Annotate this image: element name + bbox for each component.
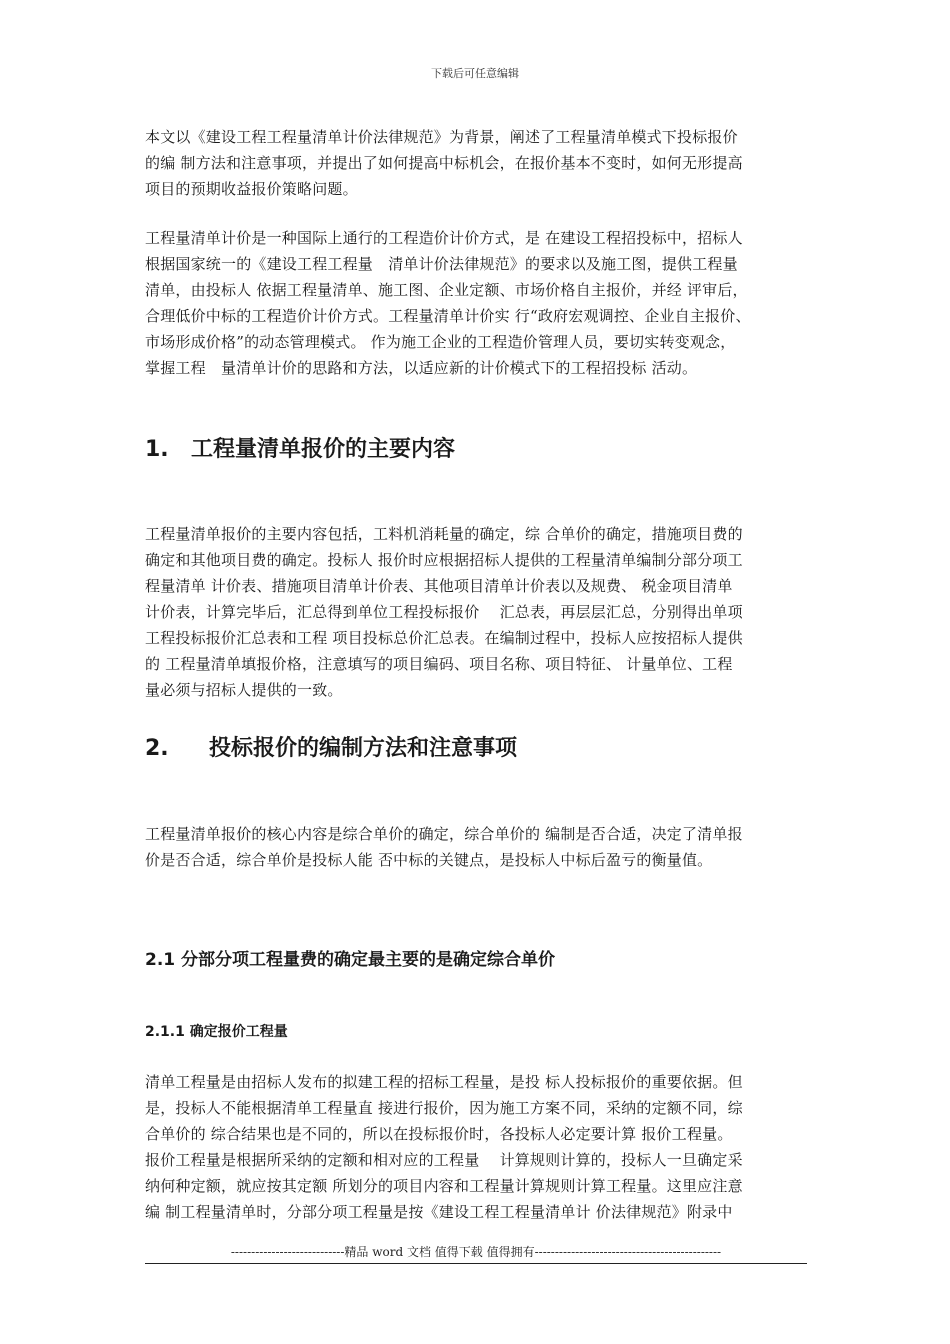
section-1-heading	[145, 432, 455, 463]
text-line: 根据国家统一的《建设工程工程量 清单计价法律规范》的要求以及施工图，提供工程量	[145, 255, 738, 273]
page-header: 下载后可任意编辑	[431, 67, 519, 80]
section-2-1-1-heading: 2.1.1 确定报价工程量	[145, 1024, 288, 1040]
section-1-body	[145, 521, 807, 703]
section-number: 2.	[145, 736, 169, 761]
section-2-1-1-body	[145, 1069, 807, 1225]
text-line: 编 制工程量清单时，分部分项工程量是按《建设工程工程量清单计 价法律规范》附录中	[145, 1203, 733, 1221]
text-line: 报价工程量是根据所采纳的定额和相对应的工程量 计算规则计算的，投标人一旦确定采	[145, 1151, 743, 1169]
text-line: 计价表，计算完毕后，汇总得到单位工程投标报价 汇总表，再层层汇总，分别得出单项	[145, 603, 743, 621]
section-title: 投标报价的编制方法和注意事项	[209, 736, 518, 761]
text-line: 清单，由投标人 依据工程量清单、施工图、企业定额、市场价格自主报价，并经 评审后，	[145, 281, 748, 299]
text-line: 是，投标人不能根据清单工程量直 接进行报价，因为施工方案不同，采纳的定额不同，综	[145, 1099, 743, 1117]
section-title: 工程量清单报价的主要内容	[191, 437, 456, 462]
text-line: 程量清单 计价表、措施项目清单计价表、其他项目清单计价表以及规费、 税金项目清单	[145, 577, 733, 595]
text-line: 纳何种定额，就应按其定额 所划分的项目内容和工程量计算规则计算工程量。这里应注意	[145, 1177, 743, 1195]
text-line: 的编 制方法和注意事项，并提出了如何提高中标机会，在报价基本不变时，如何无形提高	[145, 154, 743, 172]
section-2-heading	[145, 731, 517, 762]
text-line: 的 工程量清单填报价格，注意填写的项目编码、项目名称、项目特征、 计量单位、工程	[145, 655, 733, 673]
text-line: 确定和其他项目费的确定。投标人 报价时应根据招标人提供的工程量清单编制分部分项工	[145, 551, 743, 569]
text-line: 工程量清单报价的核心内容是综合单价的确定，综合单价的 编制是否合适，决定了清单报	[145, 825, 743, 843]
text-line: 掌握工程 量清单计价的思路和方法，以适应新的计价模式下的工程招投标 活动。	[145, 359, 698, 377]
text-line: 清单工程量是由招标人发布的拟建工程的招标工程量，是投 标人投标报价的重要依据。但	[145, 1073, 743, 1091]
intro-paragraph-1	[145, 124, 807, 202]
text-line: 工程量清单计价是一种国际上通行的工程造价计价方式，是 在建设工程招投标中，招标人	[145, 229, 743, 247]
text-line: 合理低价中标的工程造价计价方式。工程量清单计价实 行“政府宏观调控、企业自主报价、	[145, 307, 751, 325]
page-footer: ----------------------------精品 word 文档 值得下载 值得拥有----------------------------------------------	[230, 1245, 722, 1259]
text-line: 价是否合适，综合单价是投标人能 否中标的关键点，是投标人中标后盈亏的衡量值。	[145, 851, 713, 869]
intro-paragraph-2	[145, 225, 807, 381]
text-line: 合单价的 综合结果也是不同的，所以在投标报价时，各投标人必定要计算 报价工程量。	[145, 1125, 733, 1143]
section-2-1-heading: 2.1 分部分项工程量费的确定最主要的是确定综合单价	[145, 950, 556, 970]
section-number: 1.	[145, 437, 169, 462]
section-2-body	[145, 821, 807, 873]
text-line: 工程量清单报价的主要内容包括，工料机消耗量的确定，综 合单价的确定，措施项目费的	[145, 525, 743, 543]
text-line: 本文以《建设工程工程量清单计价法律规范》为背景，阐述了工程量清单模式下投标报价	[145, 128, 738, 146]
footer-rule	[145, 1263, 807, 1264]
text-line: 量必须与招标人提供的一致。	[145, 681, 343, 699]
text-line: 工程投标报价汇总表和工程 项目投标总价汇总表。在编制过程中，投标人应按招标人提供	[145, 629, 743, 647]
text-line: 项目的预期收益报价策略问题。	[145, 180, 358, 198]
text-line: 市场形成价格”的动态管理模式。 作为施工企业的工程造价管理人员，要切实转变观念，	[145, 333, 736, 351]
